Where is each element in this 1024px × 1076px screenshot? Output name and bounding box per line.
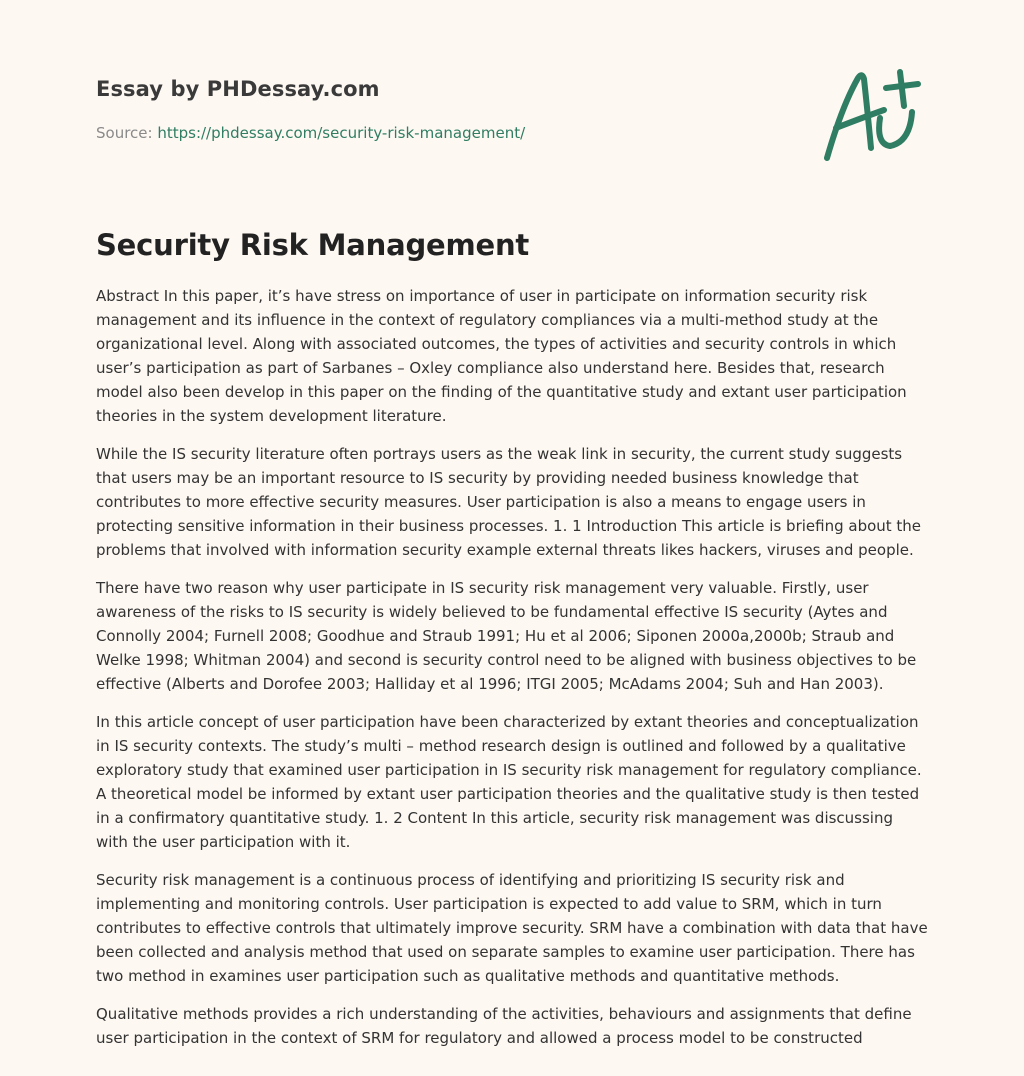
a-plus-logo-icon	[818, 66, 928, 166]
source-label: Source:	[96, 124, 158, 142]
essay-paragraph: Qualitative methods provides a rich understanding of the activities, behaviours and assignments that define user participation in the context of SRM for regulatory and allowed a process model to be constructed	[96, 1005, 912, 1047]
essay-paragraph: In this article concept of user participation have been characterized by extant theories and conceptualization in IS security contexts. The study’s multi – method research design is outlined and followed by a qualitative exploratory study that examined user participation in IS security risk management for regulatory compliance. A theoretical model be informed by extant user participation theories and the qualitative study is then tested in a confirmatory quantitative study. 1. 2 Content In this article, security risk management was discussing with the user participation with it.	[96, 713, 922, 851]
essay-paragraph: There have two reason why user participate in IS security risk management very valuable. Firstly, user awareness of the risks to IS security is widely believed to be fundamental effective IS security (Aytes and Connolly 2004; Furnell 2008; Goodhue and Straub 1991; Hu et al 2006; Siponen 2000a,2000b; Straub and Welke 1998; Whitman 2004) and second is security control need to be aligned with business objectives to be effective (Alberts and Dorofee 2003; Halliday et al 1996; ITGI 2005; McAdams 2004; Suh and Han 2003).	[96, 579, 917, 693]
source-link[interactable]: https://phdessay.com/security-risk-management/	[157, 124, 526, 142]
site-title: Essay by PHDessay.com	[96, 77, 380, 101]
page-header	[96, 0, 928, 200]
essay-body	[96, 284, 928, 1050]
source-line	[96, 124, 525, 142]
essay-title: Security Risk Management	[96, 228, 530, 262]
essay-paragraph: Abstract In this paper, it’s have stress on importance of user in participate on information security risk management and its influence in the context of regulatory compliances via a multi-method study at the organizational level. Along with associated outcomes, the types of activities and security controls in which user’s participation as part of Sarbanes – Oxley compliance also understand here. Besides that, research model also been develop in this paper on the finding of the quantitative study and extant user participation theories in the system development literature.	[96, 287, 907, 425]
essay-paragraph: Security risk management is a continuous process of identifying and prioritizing IS security risk and implementing and monitoring controls. User participation is expected to add value to SRM, which in turn contributes to effective controls that ultimately improve security. SRM have a combination with data that have been collected and analysis method that used on separate samples to examine user participation. There has two method in examines user participation such as qualitative methods and quantitative methods.	[96, 871, 928, 985]
essay-paragraph: While the IS security literature often portrays users as the weak link in security, the current study suggests that users may be an important resource to IS security by providing needed business knowledge that contributes to more effective security measures. User participation is also a means to engage users in protecting sensitive information in their business processes. 1. 1 Introduction This article is briefing about the problems that involved with information security example external threats likes hackers, viruses and people.	[96, 445, 922, 559]
